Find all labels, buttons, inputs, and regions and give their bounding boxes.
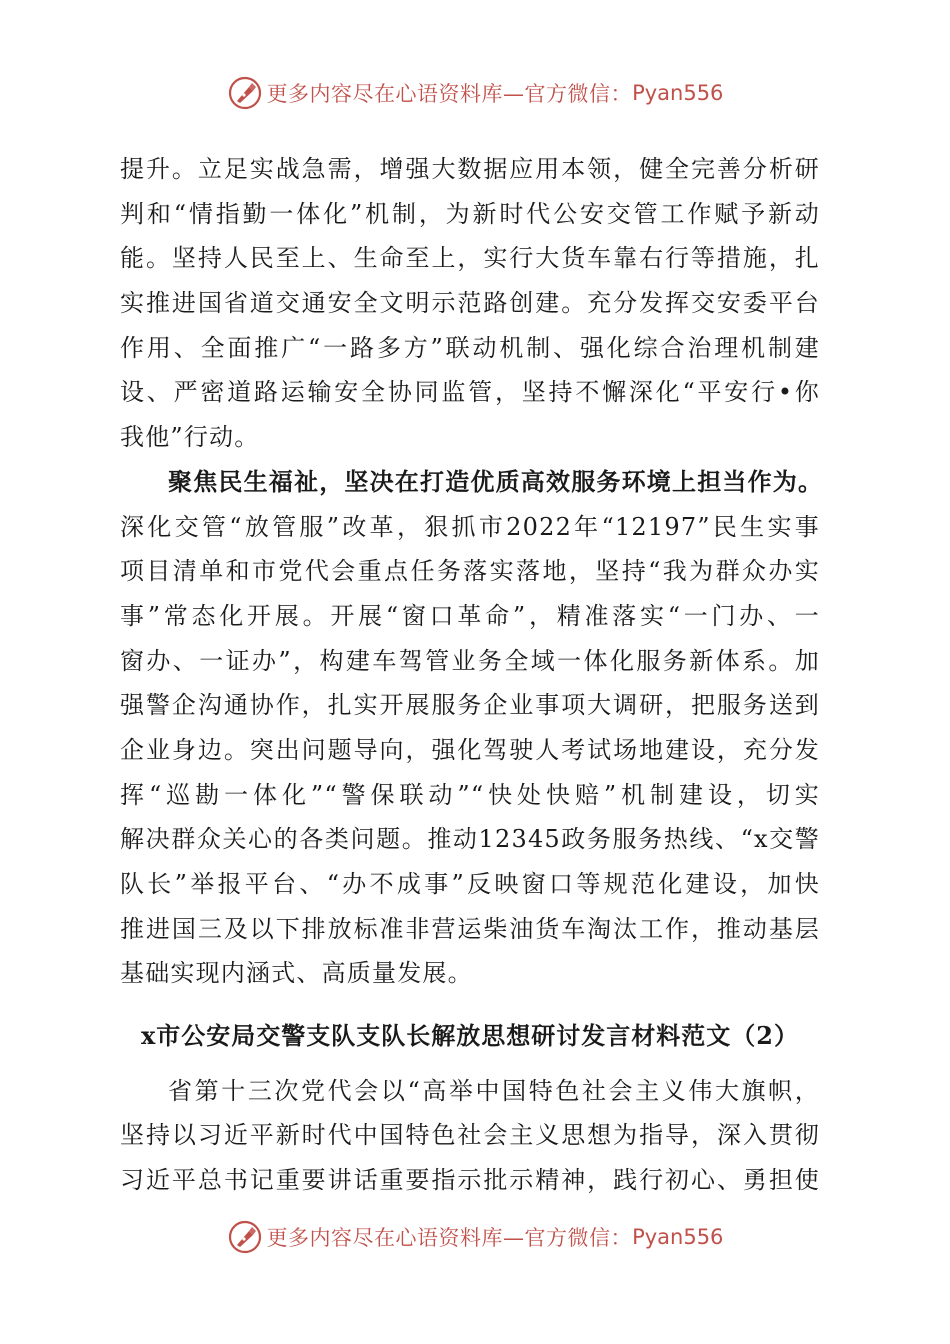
banner-wechat-id: Pyan556 (632, 1225, 724, 1249)
pen-nib-logo-icon (227, 75, 263, 111)
banner-wechat-id: Pyan556 (632, 81, 724, 105)
text-line: 企业身边。突出问题导向，强化驾驶人考试场地建设，充分发 (120, 735, 820, 764)
banner-text: 更多内容尽在心语资料库—官方微信： (266, 1226, 633, 1250)
text-line: 队长”举报平台、“办不成事”反映窗口等规范化建设，加快 (120, 870, 820, 898)
document-body (120, 147, 824, 1203)
text-line: 判和“情指勤一体化”机制，为新时代公安交管工作赋予新动 (120, 199, 820, 228)
text-line: 习近平总书记重要讲话重要指示批示精神，践行初心、勇担使 (120, 1166, 820, 1195)
text-line: 能。坚持人民至上、生命至上，实行大货车靠右行等措施，扎 (120, 244, 820, 273)
paragraph-2 (120, 460, 824, 996)
paragraph-3 (120, 1069, 820, 1203)
text-line: 省第十三次党代会以“高举中国特色社会主义伟大旗帜， (168, 1076, 820, 1105)
section-heading: x市公安局交警支队支队长解放思想研讨发言材料范文（2） (140, 1021, 799, 1051)
text-line: 坚持以习近平新时代中国特色社会主义思想为指导，深入贯彻 (120, 1121, 820, 1150)
text-line: 事”常态化开展。开展“窗口革命”，精准落实“一门办、一 (120, 601, 820, 630)
text-line: 推进国三及以下排放标准非营运柴油货车淘汰工作，推动基层 (120, 914, 820, 943)
text-line: 深化交管“放管服”改革，狠抓市2022年“12197”民生实事 (120, 512, 820, 541)
text-line: 挥“巡勘一体化”“警保联动”“快处快赔”机制建设，切实 (120, 780, 820, 809)
text-line: 作用、全面推广“一路多方”联动机制、强化综合治理机制建 (120, 333, 820, 362)
text-line: 基础实现内涵式、高质量发展。 (120, 959, 473, 988)
paragraph-lead-bold: 聚焦民生福祉，坚决在打造优质高效服务环境上担当作为。 (168, 466, 824, 496)
text-line: 实推进国省道交通安全文明示范路创建。充分发挥交安委平台 (120, 289, 820, 318)
text-line: 窗办、一证办”，构建车驾管业务全域一体化服务新体系。加 (120, 646, 820, 675)
text-line: 强警企沟通协作，扎实开展服务企业事项大调研，把服务送到 (120, 691, 820, 720)
text-line: 解决群众关心的各类问题。推动12345政务服务热线、“x交警 (120, 825, 820, 854)
paragraph-1 (120, 147, 820, 460)
footer-banner (0, 1215, 950, 1259)
pen-nib-logo-icon (227, 1219, 263, 1255)
banner-text: 更多内容尽在心语资料库—官方微信： (266, 82, 633, 106)
text-line: 项目清单和市党代会重点任务落实落地，坚持“我为群众办实 (120, 557, 820, 586)
header-banner (0, 71, 950, 115)
text-line: 我他”行动。 (120, 423, 260, 452)
text-line: 设、严密道路运输安全协同监管，坚持不懈深化“平安行•你 (120, 378, 820, 407)
text-line: 提升。立足实战急需，增强大数据应用本领，健全完善分析研 (120, 155, 820, 183)
